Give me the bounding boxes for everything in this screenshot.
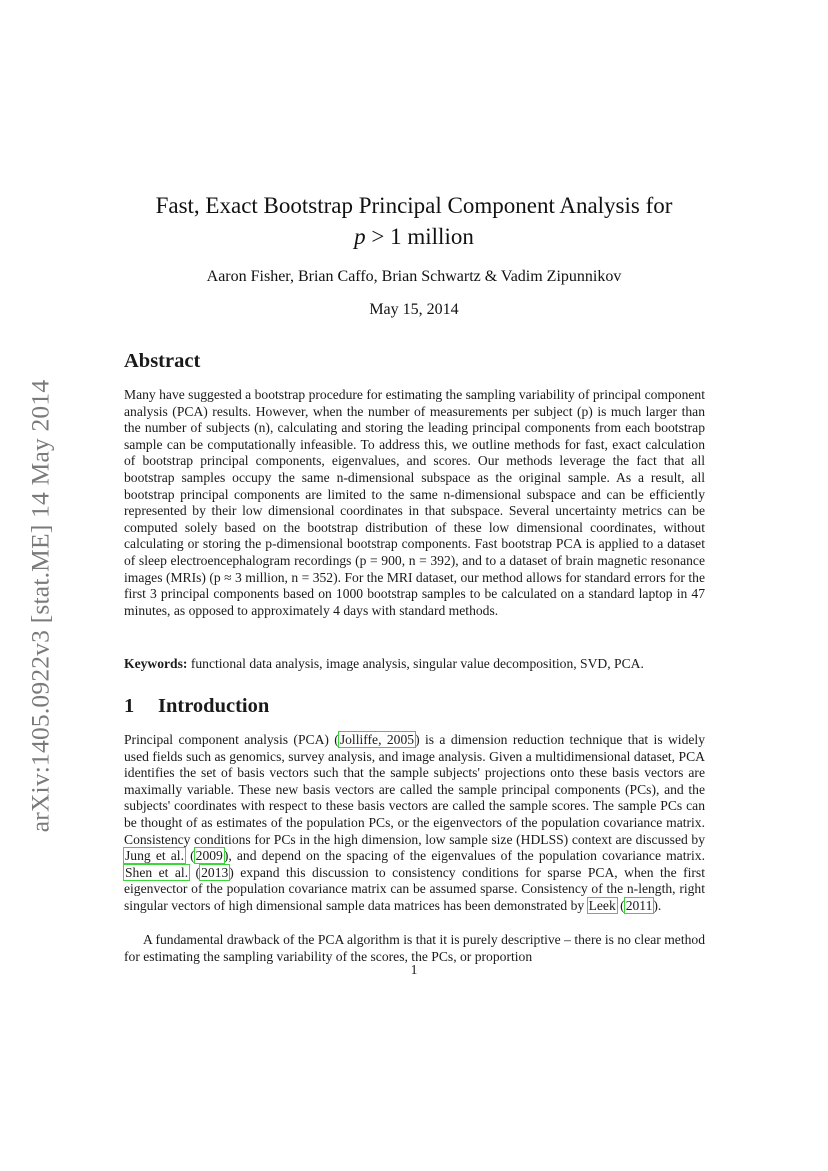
citation-link-leek-year[interactable]: 2011: [625, 897, 653, 913]
arxiv-identifier-text: arXiv:1405.0922v3 [stat.ME] 14 May 2014: [25, 379, 54, 833]
citation-link-jung-et-al[interactable]: Jung et al.: [125, 848, 184, 864]
paper-title: [100, 190, 728, 252]
authors: Aaron Fisher, Brian Caffo, Brian Schwartz & Vadim Zipunnikov: [206, 268, 622, 285]
abstract-text: Many have suggested a bootstrap procedure for estimating the sampling variability of principal component analysis (PCA) results. However, when the number of measurements per subject (p) is much larger than the number of subjects (n), calculating and storing the leading principal components from each bootstrap sample can be computationally infeasible. To address this, we outline methods for fast, exact calculation of bootstrap principal components, eigenvalues, and scores. Our methods leverage the fact that all bootstrap samples occupy the same n-dimensional subspace as the original sample. As a result, all bootstrap principal components are limited to the same n-dimensional subspace and can be efficiently represented by their low dimensional coordinates in that subspace. Several uncertainty metrics can be computed solely based on the bootstrap distribution of these low dimensional coordinates, without calculating or storing the p-dimensional bootstrap components. Fast bootstrap PCA is applied to a dataset of sleep electroencephalogram recordings (p = 900, n = 392), and to a dataset of brain magnetic resonance images (MRIs) (p ≈ 3 million, n = 352). For the MRI dataset, our method allows for standard errors for the first 3 principal components based on 1000 bootstrap samples to be calculated on a standard laptop in 47 minutes, as opposed to approximately 4 days with standard methods.: [124, 387, 705, 618]
publication-date: May 15, 2014: [369, 301, 459, 318]
section-number: 1: [124, 695, 135, 717]
text-run: Principal component analysis (PCA) (: [124, 732, 339, 747]
citation-link-shen-year[interactable]: 2013: [201, 864, 229, 880]
arxiv-identifier-stamp: [12, 356, 68, 856]
text-run: (: [184, 848, 195, 864]
text-run: (: [616, 897, 625, 913]
title-line-2-rest: > 1 million: [365, 224, 474, 249]
introduction-paragraph-2: A fundamental drawback of the PCA algorithm is that it is purely descriptive – there is no clear method for estimating the sampling variability of the scores, the PCs, or proportion: [124, 932, 705, 964]
keywords-label: Keywords:: [124, 656, 188, 671]
text-run: (: [189, 864, 201, 880]
citation-link-shen-et-al[interactable]: Shen et al.: [125, 864, 189, 880]
citation-link-leek[interactable]: Leek: [588, 897, 616, 913]
keywords: [124, 656, 705, 673]
citation-link-jung-year[interactable]: 2009: [195, 848, 223, 864]
abstract-heading: Abstract: [124, 350, 201, 372]
paper-title-line-1: Fast, Exact Bootstrap Principal Component Analysis for: [155, 193, 673, 218]
paper-title-line-2: [100, 221, 728, 252]
introduction-heading: [124, 695, 269, 718]
introduction-paragraph-1: [124, 732, 705, 915]
page-number: 1: [410, 962, 418, 977]
text-run: ) expand this discussion to consistency conditions for sparse PCA, when the first eigenvector of the population covariance matrix can be assumed sparse. Consistency of the n-length, right singular vectors of high dimensional sample data matrices has been demonstrated by: [124, 864, 705, 913]
section-title: Introduction: [158, 695, 270, 717]
text-run: ) is a dimension reduction technique that is widely used fields such as genomics, survey analysis, and image analysis. Given a multidimensional dataset, PCA identifies the set of basis vectors such that the sample subjects' projections onto these basis vectors are maximally variable. These new basis vectors are called the sample principal components (PCs), and the subjects' coordinates with respect to these basis vectors are called the sample scores. The sample PCs can be thought of as estimates of the population PCs, or the eigenvectors of the population covariance matrix. Consistency conditions for PCs in the high dimension, low sample size (HDLSS) context are discussed by: [124, 732, 705, 847]
keywords-text: functional data analysis, image analysis, singular value decomposition, SVD, PCA.: [187, 656, 644, 671]
text-run: ).: [653, 897, 662, 913]
title-variable-p: p: [354, 224, 366, 249]
text-run: ), and depend on the spacing of the eigenvalues of the population covariance matrix.: [223, 848, 705, 864]
citation-link-jolliffe[interactable]: Jolliffe, 2005: [339, 732, 415, 747]
